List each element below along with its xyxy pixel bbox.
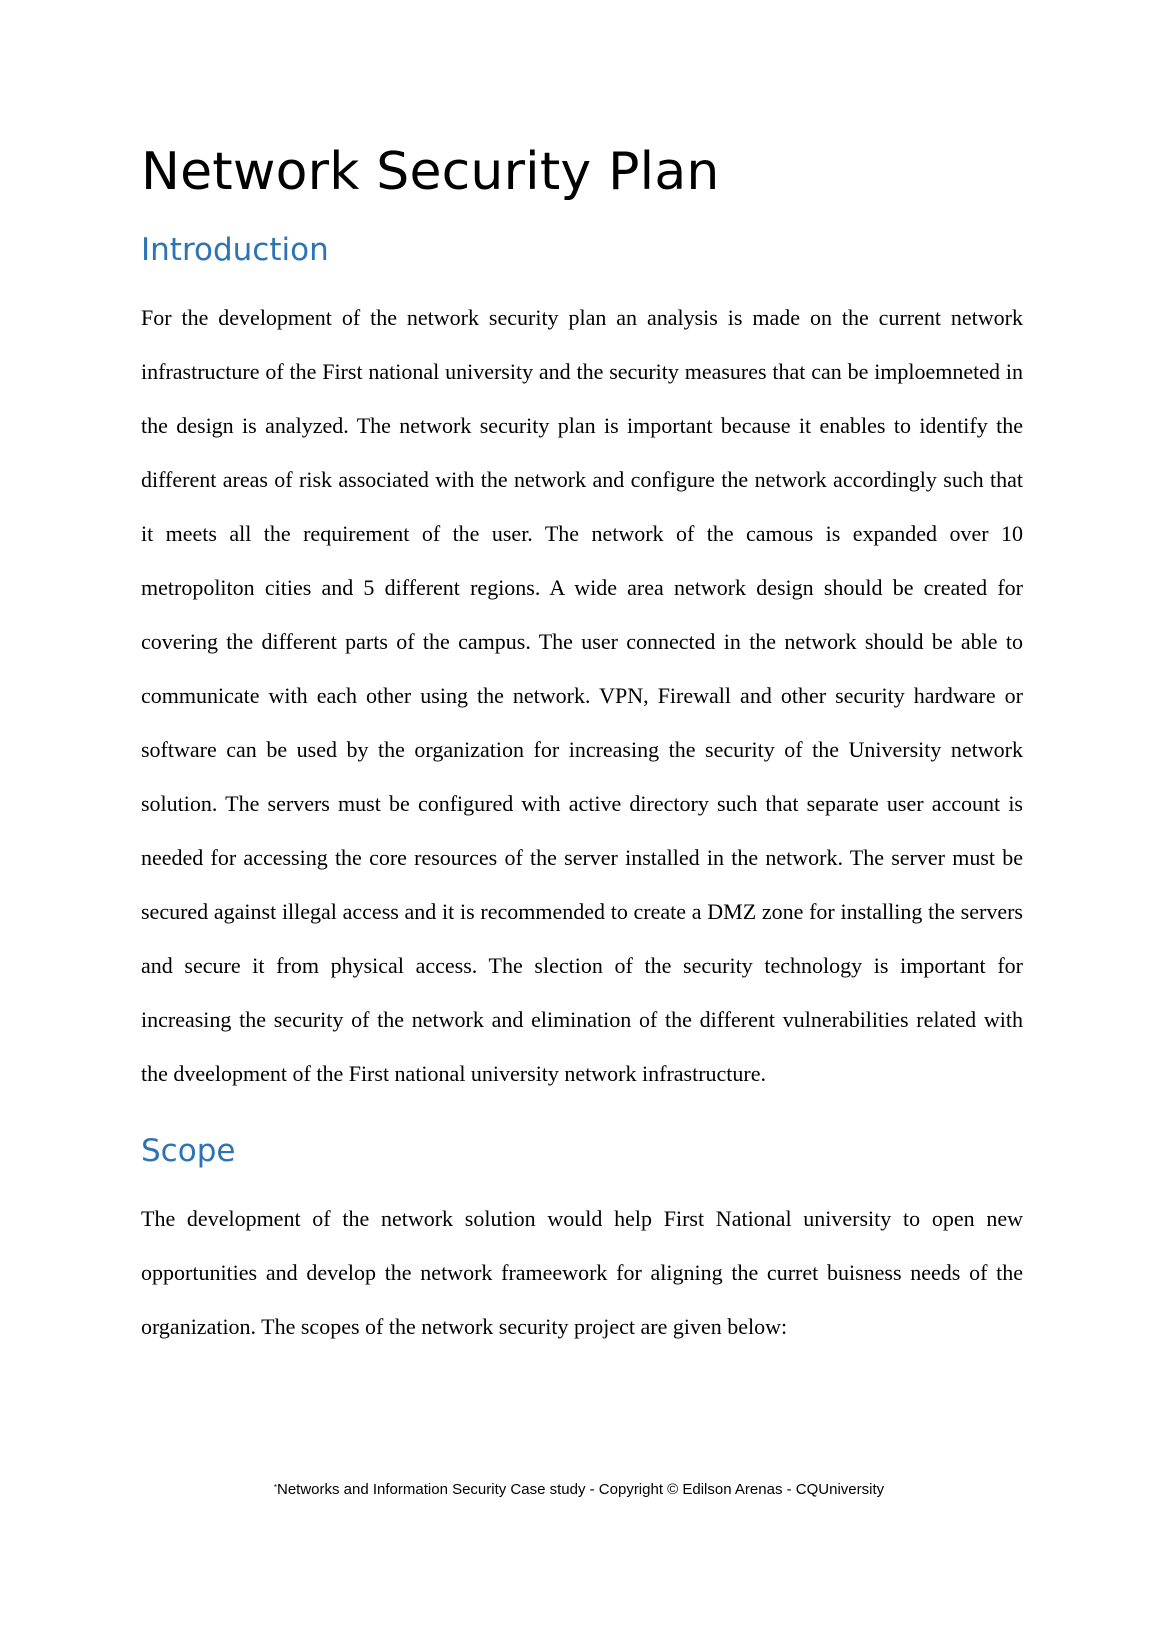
scope-paragraph: The development of the network solution would help First National university to open new opportunities and develop the network frameework for aligning the curret buisness needs of the organization. The scopes of the network security project are given below: (141, 1206, 1023, 1339)
footnote-marker: * (273, 1483, 277, 1492)
document-title: Network Security Plan (141, 142, 720, 202)
introduction-paragraph: For the development of the network security plan an analysis is made on the current network infrastructure of the First national university and the security measures that can be imploemneted in the design is analyzed. The network security plan is important because it enables to identify the different areas of risk associated with the network and configure the network accordingly such that it meets all the requirement of the user. The network of the camous is expanded over 10 metropoliton cities and 5 different regions. A wide area network design should be created for covering the different parts of the campus. The user connected in the network should be able to communicate with each other using the network. VPN, Firewall and other security hardware or software can be used by the organization for increasing the security of the University network solution. The servers must be configured with active directory such that separate user account is needed for accessing the core resources of the server installed in the network. The server must be secured against illegal access and it is recommended to create a DMZ zone for installing the servers and secure it from physical access. The slection of the security technology is important for increasing the security of the network and elimination of the different vulnerabilities related with the dveelopment of the First national university network infrastructure. (141, 305, 1023, 1086)
page-footer (0, 1480, 1158, 1500)
document-body (141, 138, 1023, 1354)
introduction-heading: Introduction (141, 232, 329, 268)
scope-heading: Scope (141, 1133, 236, 1169)
footer-text: Networks and Information Security Case study - Copyright © Edilson Arenas - CQUniversity (277, 1481, 885, 1498)
